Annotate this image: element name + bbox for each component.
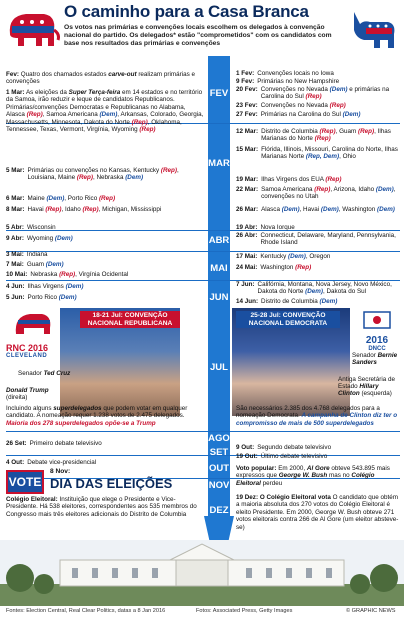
event-12-mar: 12 Mar: Distrito de Columbia (Rep), Guam (Rep), Ilhas Marianas do Norte (Rep) (236, 128, 391, 143)
event-1-mar: 1 Mar: As eleições da Super Terça-feira em 14 estados e no território da Samoa, irão reduzir e leque de candidatos Republicanos. Primárias/convenções Democratas e Republicanas no Alabama, Alasca (Rep), Samoa Americana (Dem), Arkansas, Colorado, Georgia, Massachusetts, Minnesota, Dakota do Norte (Rep), Oklahoma, Tennessee, Texas, Vermont, Virgínia, Wyoming (Rep) (6, 89, 204, 134)
event-8-mar: 8 Mar: Havai (Rep), Idaho (Rep), Michigan, Mississippi (6, 206, 162, 213)
month-abr: ABR (208, 235, 230, 246)
dem-delegates-note: São necessários 2.385 dos 4.768 delegados para a nomeação Democrata. A campanha de Clinton diz ter o compromisso de mais de 500 superdelegados (236, 405, 398, 427)
event-26-set: 26 Set: Primeiro debate televisivo (6, 440, 102, 447)
white-house-image (0, 540, 404, 606)
event-19-out: 19 Out: Último debate televisivo (236, 453, 328, 460)
event-17-mai: 17 Mai: Kentucky (Dem), Oregon (236, 253, 331, 260)
footer-photos: Fotos: Associated Press, Getty Images (196, 608, 293, 614)
event-5-abr: 5 Abr: Wisconsin (6, 224, 56, 231)
footer-copyright: © GRAPHIC NEWS (346, 608, 396, 614)
event-24-mai: 24 Mai: Washington (Rep) (236, 264, 312, 271)
month-mar: MAR (208, 158, 230, 169)
dem-convention-banner: 25-28 Jul: CONVENÇÃO NACIONAL DEMOCRATA (236, 311, 340, 328)
event-22-mar: 22 Mar: Samoa Americana (Rep), Arizona, Idaho (Dem), convenções no Utah (236, 186, 396, 201)
event-19-abr: 19 Abr: Nova Iorque (236, 224, 295, 231)
event-fev: Fev: Quatro dos chamados estados carve-out realizam primárias e convenções (6, 71, 196, 86)
footer-sources: Fontes: Election Central, Real Clear Politics, datas a 8 Jan 2016 (6, 608, 166, 614)
event-9-fev: 9 Fev: Primárias no New Hampshire (236, 78, 340, 85)
republican-elephant-logo (4, 6, 60, 56)
month-ago: AGO (208, 433, 230, 444)
rep-delegates-note: Incluindo alguns superdelegados que podem votar em qualquer candidato. A nomeação requer 1.238 votos de 2.475 delegados. Maioria dos 278 superdelegados opõe-se a Trump (6, 405, 188, 427)
month-jul: JUL (210, 362, 228, 373)
month-fev: FEV (209, 88, 229, 99)
democrat-donkey-logo (344, 6, 400, 56)
event-7-mai: 7 Mai: Guam (Dem) (6, 261, 64, 268)
electoral-college-note: Colégio Eleitoral: Instituição que elege o Presidente e Vice-Presidente. Há 538 eleitores, correspondentes aos 535 membros do Congresso mais três eleitores adicionais do Distrito de Columbia (6, 496, 197, 518)
month-out: OUT (208, 463, 230, 474)
month-set: SET (209, 447, 229, 458)
event-6-mar: 6 Mar: Maine (Dem), Porto Rico (Rep) (6, 195, 116, 202)
event-23-fev: 23 Fev: Convenções no Nevada (Rep) (236, 102, 346, 109)
page-title: O caminho para a Casa Branca (64, 2, 309, 21)
popular-vote-note: Voto popular: Em 2000, Al Gore obteve 543.895 mais expressos que George W. Bush mas no Colégio Eleitoral perdeu (236, 465, 390, 487)
event-3-mai: 3 Mai: Indiana (6, 251, 48, 258)
event-7-jun: 7 Jun: Califórnia, Montana, Nova Jersey, Novo México, Dakota do Norte (Dem), Dakota do Sul (236, 281, 392, 296)
month-jun: JUN (209, 292, 229, 303)
event-19-dez: 19 Dez: O Colégio Eleitoral vota O candidato que obtém a maioria absoluta dos 270 votos do Colégio Eleitoral é eleito Presidente. Em 2000, George W. Bush obteve 271 votos eleitorais contra 266 de Al Gore (um eleitor absteve-se) (236, 494, 399, 531)
event-26-mar: 26 Mar: Alasca (Dem), Havai (Dem), Washington (Dem) (236, 206, 395, 213)
event-4-out: 4 Out: Debate vice-presidencial (6, 459, 97, 466)
month-dez: DEZ (209, 505, 229, 516)
trump-caption: Donald Trump (direita) (6, 387, 49, 402)
election-date: 8 Nov: (50, 468, 71, 475)
cruz-caption: Senador Ted Cruz (18, 370, 71, 377)
event-26-abr: 26 Abr: Connecticut, Delaware, Maryland, Pennsylvania, Rhode Island (236, 232, 396, 247)
intro-text: Os votos nas primárias e convenções locais escolhem os delegados à convenção nacional do partido. Os delegados* estão "comprometidos" com os candidatos com base nos resultados das primárias e convenções (64, 24, 332, 47)
sanders-caption: Senador Bernie Sanders (352, 352, 398, 367)
rnc-logo: RNC 2016 CLEVELAND (6, 308, 58, 364)
election-day-title: DIA DAS ELEIÇÕES (50, 476, 173, 491)
dncc-logo: 2016 DNCC (354, 310, 400, 350)
month-nov: NOV (208, 480, 230, 491)
event-9-out: 9 Out: Segundo debate televisivo (236, 444, 332, 451)
event-27-fev: 27 Fev: Primárias na Carolina do Sul (Dem) (236, 111, 361, 118)
event-9-abr: 9 Abr: Wyoming (Dem) (6, 235, 73, 242)
separator (6, 431, 400, 432)
event-20-fev: 20 Fev: Convenções no Nevada (Dem) e primárias na Carolina do Sul (Rep) (236, 86, 390, 101)
month-mai: MAI (210, 263, 228, 274)
event-1-fev: 1 Fev: Convenções locais no Iowa (236, 70, 334, 77)
rep-convention-banner: 18-21 Jul: CONVENÇÃO NACIONAL REPUBLICANA (80, 311, 180, 328)
event-15-mar: 15 Mar: Flórida, Illinois, Missouri, Carolina do Norte, Ilhas Marianas Norte (Rep, Dem), Ohio (236, 146, 398, 161)
event-14-jun: 14 Jun: Distrito de Columbia (Dem) (236, 298, 338, 305)
event-5-jun: 5 Jun: Porto Rico (Dem) (6, 294, 77, 301)
event-19-mar: 19 Mar: Ilhas Virgens dos EUA (Rep) (236, 176, 342, 183)
event-5-mar: 5 Mar: Primárias ou convenções no Kansas, Kentucky (Rep), Louisiana, Maine (Rep), Nebraska (Dem) (6, 167, 179, 182)
event-4-jun: 4 Jun: Ilhas Virgens (Dem) (6, 283, 84, 290)
event-10-mai: 10 Mai: Nebraska (Rep), Virgínia Ocidental (6, 271, 129, 278)
clinton-caption: Antiga Secretária de Estado Hillary Clinton (esquerda) (338, 376, 396, 398)
vote-sign: VOTE (6, 470, 44, 494)
